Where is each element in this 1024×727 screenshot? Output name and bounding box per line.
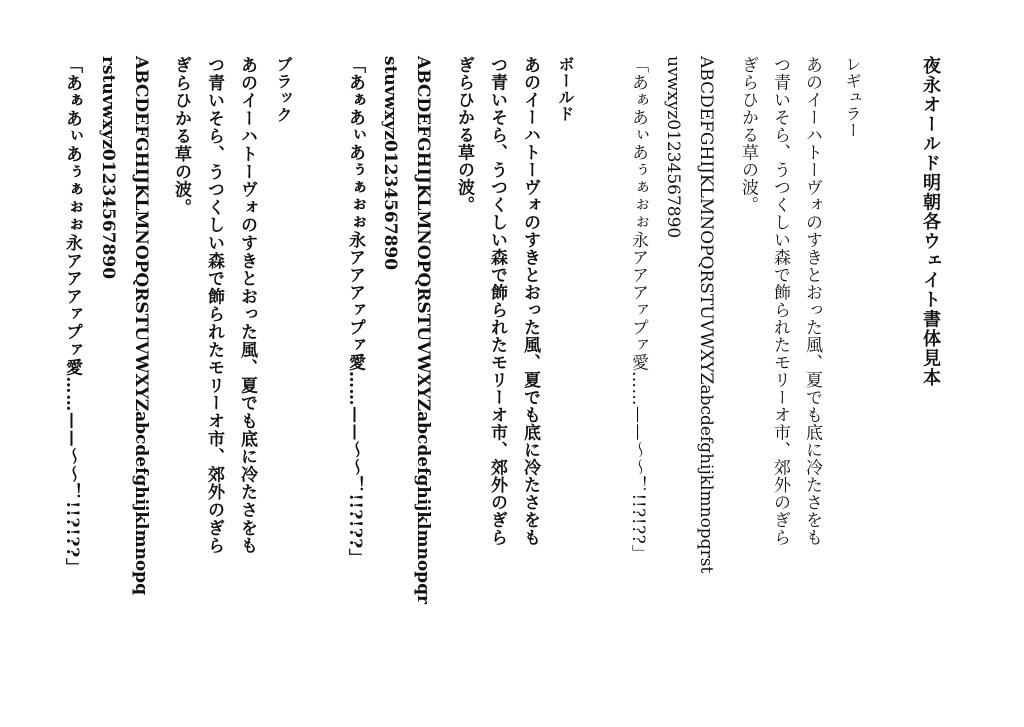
regular-line-4: ABCDEFGHIJKLMNOPQRSTUVWXYZabcdefghijklmnopqrst (696, 56, 716, 574)
regular-line-2: つ青いそら、うつくしい森で飾られたモリーオ市、郊外のぎら (770, 56, 790, 546)
black-line-6: 「あぁあぃあぅぁぉぉ永アアアァプァ愛……——〜〜！!!?!??」 (62, 56, 82, 576)
regular-line-6: 「あぁあぃあぅぁぉぉ永アアアァプァ愛……——〜〜！!!?!??」 (628, 56, 648, 562)
section-heading-regular: レギュラー (843, 56, 862, 139)
regular-text-1b: も (802, 528, 822, 546)
black-line-4: ABCDEFGHIJKLMNOPQRSTUVWXYZabcdefghijklmnopq (131, 56, 151, 595)
black-text-1b: も (237, 536, 257, 555)
black-line-1 (238, 56, 255, 554)
black-line-3: ぎらひかる草の波。 (171, 56, 191, 217)
page-title: 夜永オールド明朝各ウェイト書体見本 (920, 56, 941, 388)
black-line-5: rstuvwxyz01234567890 (98, 56, 118, 280)
regular-text-1: あのイーハトーヴォのすきとおった風、夏でも底に冷たさを (802, 56, 822, 529)
bold-line-1 (521, 56, 538, 546)
bold-line-4: ABCDEFGHIJKLMNOPQRSTUVWXYZabcdefghijklmnopqr (413, 56, 433, 604)
regular-line-3: ぎらひかる草の波。 (738, 56, 758, 214)
black-line-2: つ青いそら、うつくしい森で飾られたモリーオ市、郊外のぎら (204, 56, 224, 555)
bold-text-1b: も (520, 528, 540, 546)
bold-line-5: stuvwxyz01234567890 (380, 56, 400, 271)
bold-text-1: あのイーハトーヴォのすきとおった風、夏でも底に冷たさを (520, 56, 540, 529)
section-heading-black: ブラック (274, 56, 293, 124)
regular-line-5: uvwxyz01234567890 (663, 56, 683, 239)
section-heading-bold: ボールド (556, 56, 575, 122)
black-text-1: あのイーハトーヴォのすきとおった風、夏でも底に冷たさを (237, 56, 257, 537)
bold-line-2: つ青いそら、うつくしい森で飾られたモリーオ市、郊外のぎら (487, 56, 507, 546)
bold-line-6: 「あぁあぃあぅぁぉぉ永アアアァプァ愛……——〜〜！!!?!??」 (345, 56, 365, 567)
regular-line-1 (803, 56, 820, 546)
bold-line-3: ぎらひかる草の波。 (454, 56, 474, 214)
